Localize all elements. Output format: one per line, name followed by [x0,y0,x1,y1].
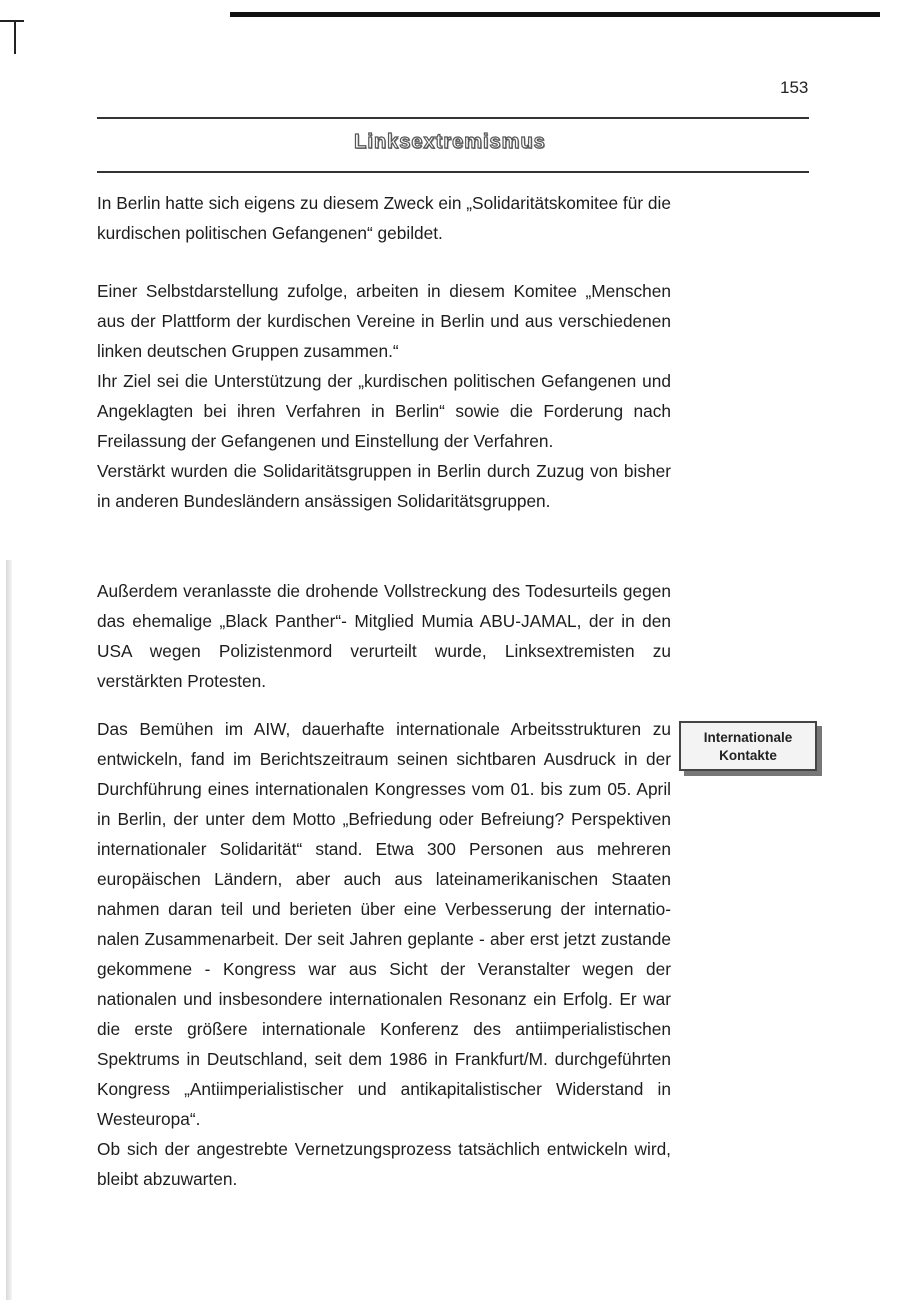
header-rule-bottom [97,171,809,173]
header-rule-top [97,117,809,119]
paragraph-5: Außerdem veranlasste die drohende Vollstreckung des Todesurteils gegen das ehemalige „Black Panther“- Mitglied Mumia ABU-JAMAL, der in den USA wegen Polizistenmord verurteilt wurde, Linksextremisten zu verstärkten Protesten. [97,581,671,691]
paragraph-3: Ihr Ziel sei die Unterstützung der „kurdischen politischen Gefangenen und Angeklagten bei ihren Verfahren in Berlin“ sowie die Forderung nach Freilassung der Gefangenen und Einstellung der Verfahren. [97,371,671,451]
page-number: 153 [780,78,809,97]
paragraph-7: Ob sich der angestrebte Vernetzungsprozess tatsächlich entwickeln wird, bleibt abzuwarten. [97,1139,671,1189]
running-header-title: Linksextremismus [354,131,546,153]
text-block-1 [97,188,671,248]
scan-edge-shadow [6,560,12,1300]
paragraph-2: Einer Selbstdarstellung zufolge, arbeiten in diesem Komitee „Menschen aus der Plattform der kurdischen Vereine in Berlin und aus verschiedenen linken deutschen Gruppen zusammen.“ [97,281,671,361]
margin-note [679,721,817,771]
paragraph-4: Verstärkt wurden die Solidaritätsgruppen in Berlin durch Zuzug von bisher in anderen Bundesländern ansässigen Solidaritätsgruppen. [97,461,671,511]
text-block-4 [97,714,671,1194]
scan-top-border [230,12,880,17]
text-block-3 [97,576,671,696]
paragraph-6: Das Bemühen im AIW, dauerhafte internationale Arbeitsstrukturen zu entwickeln, fand im Berichtszeitraum seinen sichtbaren Ausdruck in der Durchführung eines internationalen Kongresses vom 01. bis zum 05. April in Berlin, der unter dem Motto „Befriedung oder Befreiung? Perspektiven internationaler Solidarität“ stand. Etwa 300 Personen aus mehreren europäischen Ländern, aber auch aus lateinamerikanischen Staaten nahmen daran teil und berieten über eine Verbesserung der internationalen Zusammenarbeit. Der seit Jahren geplante - aber erst jetzt zustande gekommene - Kongress war aus Sicht der Veranstalter wegen der nationalen und insbesondere internationalen Resonanz ein Erfolg. Er war die erste größere internationale Konferenz des antiimperialistischen Spektrums in Deutschland, seit dem 1986 in Frankfurt/M. durchgeführten Kongress „Antiimperialistischer und antikapitalistischer Widerstand in Westeuropa“. [97,719,671,1129]
paragraph-1: In Berlin hatte sich eigens zu diesem Zweck ein „Solidaritätskomitee für die kurdischen politischen Gefangenen“ gebildet. [97,193,671,243]
scan-corner-mark [0,20,24,22]
margin-note-line-2: Kontakte [719,748,777,763]
scan-corner-mark-vertical [14,20,16,54]
text-block-2 [97,276,671,516]
margin-note-line-1: Internationale [703,730,793,745]
